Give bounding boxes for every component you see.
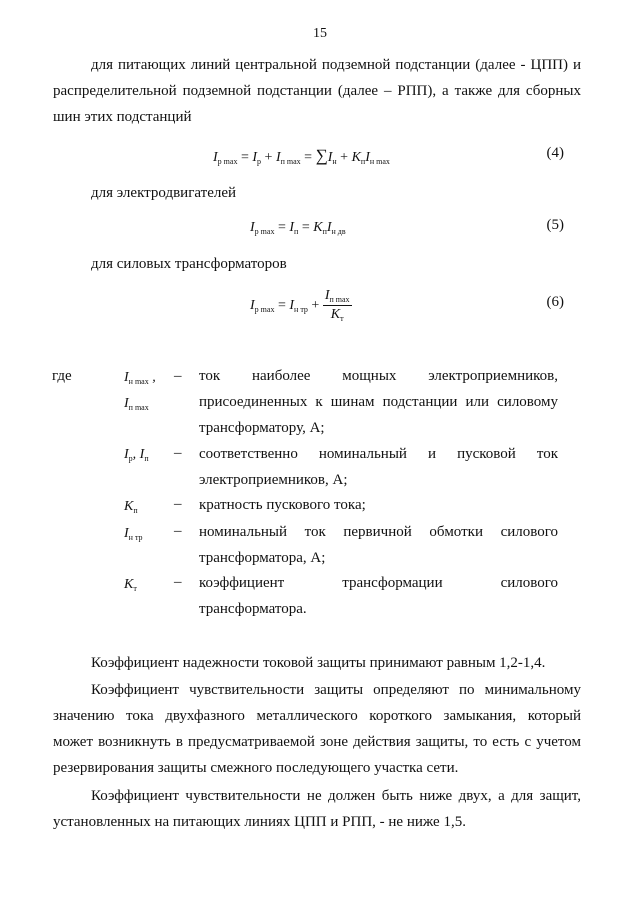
symbol-letter: I <box>139 447 145 462</box>
denominator-symbol: K <box>330 307 341 322</box>
equation-number-5: (5) <box>546 217 564 233</box>
sensitivity-line-1: Коэффициент чувствительности защиты определяют по минимальному <box>91 682 581 698</box>
symbol-sub: н max <box>128 377 149 386</box>
formula-5-term-sub: п <box>294 227 299 236</box>
intro-paragraph <box>53 52 581 130</box>
symbol-sub: п <box>133 506 138 515</box>
formula-6-term: I <box>289 297 295 313</box>
minimum-paragraph <box>53 783 581 835</box>
intro-line-3: шин этих подстанций <box>53 109 192 125</box>
numerator-symbol: I <box>324 288 330 303</box>
definition-dash: – <box>174 368 182 384</box>
formula-6: $I_{р max} = I_{н тр}$ + $\frac{I_{п max}}{K_т}$ <box>250 288 350 323</box>
definition-symbol <box>124 577 137 593</box>
motors-label-text: для электродвигателей <box>91 185 237 201</box>
definition-line: ток наиболее мощных электроприемников, <box>199 368 558 384</box>
formula-5-term: K <box>313 220 323 235</box>
sensitivity-line-4: резервирования защиты смежного последующего участка сети. <box>53 760 459 776</box>
reliability-line: Коэффициент надежности токовой защиты принимают равным 1,2-1,4. <box>91 655 546 671</box>
formula-6-term-sub: н тр <box>294 304 308 314</box>
formula-5-term: I <box>289 220 295 235</box>
definition-dash: – <box>174 574 182 590</box>
definition-line: электроприемников, А; <box>199 472 348 488</box>
symbol-sub: т <box>133 584 137 593</box>
formula-6-fraction <box>323 288 352 323</box>
denominator-sub: т <box>340 314 344 323</box>
sensitivity-line-3: может возникнуть в предусматриваемой зоне действия защиты, то есть с учетом <box>53 734 581 750</box>
formula-6-lhs-sub: р max <box>254 304 275 314</box>
symbol-sub: н тр <box>128 533 143 542</box>
definition-text <box>199 441 558 493</box>
formula-4-lhs-sub: р max <box>217 157 238 166</box>
formula-4-term-sub: п <box>360 157 366 166</box>
formula-4-term-sub: р <box>257 157 262 166</box>
formula-4-term-sub: н <box>332 157 337 166</box>
formula-6-lhs: I <box>250 297 255 313</box>
formula-5-lhs: I <box>250 220 255 235</box>
formula-4-term-sub: п max <box>280 157 301 166</box>
formula-5-lhs-sub: р max <box>254 227 275 236</box>
symbol-letter: I <box>124 370 129 385</box>
definition-symbol: $I_р$, $I_п$ <box>124 447 149 463</box>
symbol-letter: K <box>124 499 134 514</box>
symbol-letter: I <box>124 526 129 541</box>
symbol-sub: р <box>128 454 133 463</box>
definition-line: кратность пускового тока; <box>199 497 366 513</box>
definition-line: трансформатора. <box>199 601 307 617</box>
formula-5: $I_{р max} = I_п = K_пI_{н дв}$ <box>250 220 346 236</box>
formula-5-term-sub: п <box>322 227 327 236</box>
equation-number-6: (6) <box>546 294 564 310</box>
symbol-sub: п max <box>128 403 149 412</box>
definition-symbol <box>124 396 149 412</box>
definition-symbol: $I_{н max}$ , <box>124 370 156 386</box>
definition-line: номинальный ток первичной обмотки силового <box>199 524 558 540</box>
definition-text <box>199 519 558 571</box>
definition-line: коэффициент трансформации силового <box>199 575 558 591</box>
page-number: 15 <box>313 26 327 41</box>
sensitivity-paragraph <box>53 677 581 781</box>
transformers-label-text: для силовых трансформаторов <box>91 256 287 272</box>
sensitivity-line-2: значению тока двухфазного металлического короткого замыкания, который <box>53 708 581 724</box>
minimum-line-1: Коэффициент чувствительности не должен быть ниже двух, а для защит, <box>91 788 581 804</box>
formula-5-term-sub: н дв <box>331 227 346 236</box>
definition-dash: – <box>174 496 182 512</box>
symbol-sub: п <box>144 454 149 463</box>
definition-line: соответственно номинальный и пусковой ток <box>199 446 558 462</box>
reliability-paragraph <box>91 650 581 676</box>
definition-dash: – <box>174 445 182 461</box>
formula-4-term: I <box>365 150 370 165</box>
definition-line: присоединенных к шинам подстанции или силовому <box>199 394 558 410</box>
formula-4-term: I <box>275 150 281 165</box>
intro-line-1: для питающих линий центральной подземной подстанции (далее - ЦПП) и <box>91 57 581 73</box>
definition-symbol <box>124 526 143 542</box>
transformers-label <box>91 251 581 277</box>
minimum-line-2: установленных на питающих линиях ЦПП и РПП, - не ниже 1,5. <box>53 814 466 830</box>
fraction-denominator <box>323 306 352 323</box>
formula-4-term: K <box>351 150 361 165</box>
fraction-numerator <box>323 288 352 306</box>
definition-symbol <box>124 499 138 515</box>
formula-4-lhs: I <box>213 150 218 165</box>
definition-text <box>199 492 558 518</box>
numerator-sub: п max <box>329 295 350 304</box>
formula-4-term: I <box>252 150 258 165</box>
definition-line: трансформатора, А; <box>199 550 326 566</box>
formula-5-term: I <box>326 220 332 235</box>
definition-text <box>199 570 558 622</box>
symbol-letter: I <box>124 447 129 462</box>
sum-symbol: ∑ <box>315 146 328 165</box>
where-word: где <box>52 368 72 384</box>
formula-4-term: I <box>327 150 333 165</box>
definition-line: трансформатору, А; <box>199 420 325 436</box>
symbol-letter: I <box>124 396 129 411</box>
definition-dash: – <box>174 523 182 539</box>
equation-number-4: (4) <box>546 145 564 161</box>
symbol-letter: K <box>124 577 134 592</box>
motors-label <box>91 180 581 206</box>
formula-4-term-sub: н max <box>369 157 390 166</box>
definition-text <box>199 363 558 441</box>
intro-line-2: распределительной подземной подстанции (далее – РПП), а также для сборных <box>53 83 581 99</box>
formula-4: $I_{р max} = I_р + I_{п max} = \sum I_н + K_пI_{н max}$ <box>213 146 390 166</box>
